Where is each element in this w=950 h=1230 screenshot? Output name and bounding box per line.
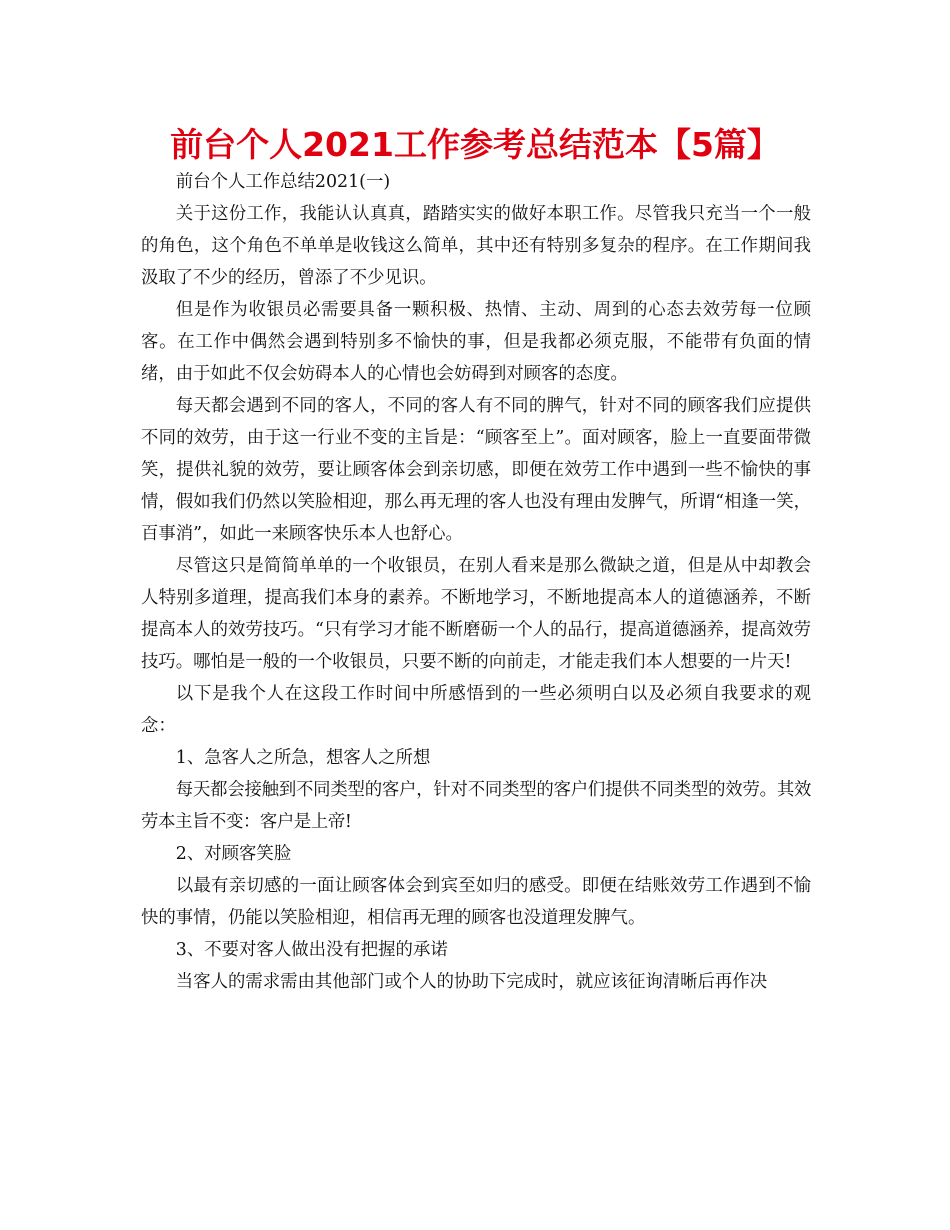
paragraph: 每天都会接触到不同类型的客户，针对不同类型的客户们提供不同类型的效劳。其效劳本主旨不变：客户是上帝! — [141, 780, 811, 832]
paragraph: 当客人的需求需由其他部门或个人的协助下完成时，就应该征询清晰后再作决 — [175, 972, 768, 992]
document-body — [141, 166, 811, 998]
list-heading: 3、不要对客人做出没有把握的承诺 — [175, 940, 448, 960]
section-heading: 前台个人工作总结2021(一) — [175, 172, 391, 192]
document-title: 前台个人2021工作参考总结范本【5篇】 — [170, 125, 780, 164]
paragraph: 但是作为收银员必需要具备一颗积极、热情、主动、周到的心态去效劳每一位顾客。在工作中偶然会遇到特别多不愉快的事，但是我都必须克服，不能带有负面的情绪，由于如此不仅会妨碍本人的心情也会妨碍到对顾客的态度。 — [141, 300, 811, 384]
paragraph: 以最有亲切感的一面让顾客体会到宾至如归的感受。即便在结账效劳工作遇到不愉快的事情，仍能以笑脸相迎，相信再无理的顾客也没道理发脾气。 — [141, 876, 811, 928]
list-heading: 2、对顾客笑脸 — [175, 844, 292, 864]
paragraph: 尽管这只是简简单单的一个收银员，在别人看来是那么微缺之道，但是从中却教会人特别多道理，提高我们本身的素养。不断地学习，不断地提高本人的道德涵养，不断提高本人的效劳技巧。“只有学习才能不断磨砺一个人的品行，提高道德涵养，提高效劳技巧。哪怕是一般的一个收银员，只要不断的向前走，才能走我们本人想要的一片天! — [141, 556, 811, 672]
paragraph: 关于这份工作，我能认认真真，踏踏实实的做好本职工作。尽管我只充当一个一般的角色，这个角色不单单是收钱这么简单，其中还有特别多复杂的程序。在工作期间我汲取了不少的经历，曾添了不少见识。 — [141, 204, 811, 288]
paragraph: 每天都会遇到不同的客人，不同的客人有不同的脾气，针对不同的顾客我们应提供不同的效劳，由于这一行业不变的主旨是：“顾客至上”。面对顾客，脸上一直要面带微笑，提供礼貌的效劳，要让顾客体会到亲切感，即便在效劳工作中遇到一些不愉快的事情，假如我们仍然以笑脸相迎，那么再无理的客人也没有理由发脾气，所谓“相逢一笑，百事消”，如此一来顾客快乐本人也舒心。 — [141, 396, 811, 544]
paragraph: 以下是我个人在这段工作时间中所感悟到的一些必须明白以及必须自我要求的观念： — [141, 684, 811, 736]
list-heading: 1、急客人之所急，想客人之所想 — [175, 748, 431, 768]
